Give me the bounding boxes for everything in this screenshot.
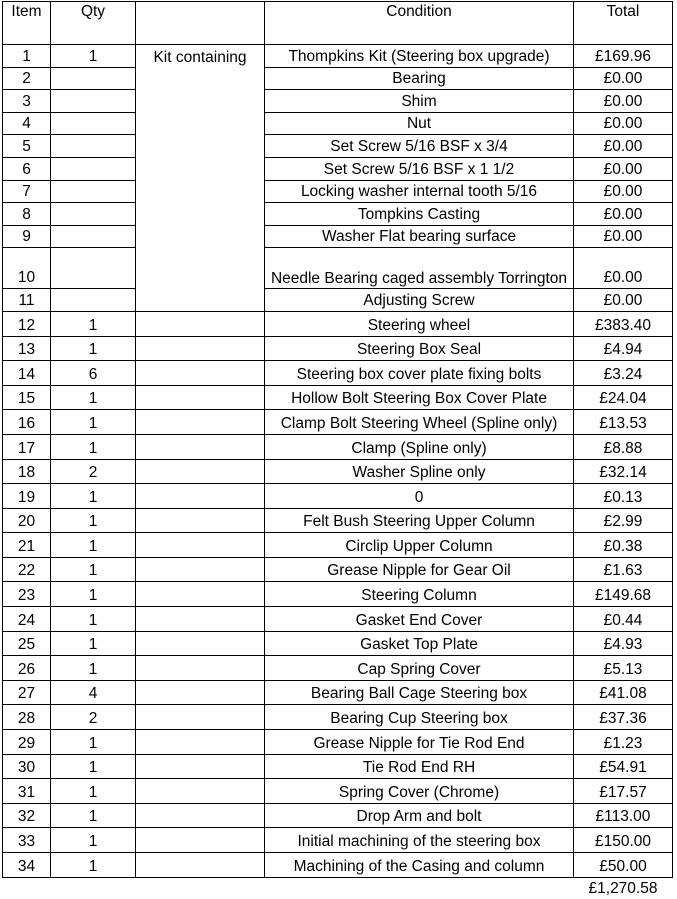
- total-cell: £8.88: [574, 434, 673, 459]
- qty-cell: 1: [51, 582, 136, 607]
- total-cell: £0.00: [574, 157, 673, 180]
- table-row: [3, 203, 673, 226]
- header-qty: Qty: [51, 2, 136, 45]
- qty-cell: [51, 90, 136, 113]
- condition-cell: Clamp Bolt Steering Wheel (Spline only): [265, 410, 574, 435]
- condition-cell: Tompkins Casting: [265, 203, 574, 226]
- table-row: [3, 180, 673, 203]
- kit-blank-cell: [136, 828, 265, 853]
- table-row: [3, 112, 673, 135]
- condition-cell: Bearing Cup Steering box: [265, 705, 574, 730]
- qty-cell: [51, 180, 136, 203]
- qty-cell: [51, 248, 136, 289]
- condition-cell: Steering Column: [265, 582, 574, 607]
- table-row: [3, 631, 673, 656]
- total-cell: £113.00: [574, 803, 673, 828]
- qty-cell: 4: [51, 680, 136, 705]
- qty-cell: [51, 112, 136, 135]
- item-cell: 33: [3, 828, 51, 853]
- condition-cell: Grease Nipple for Tie Rod End: [265, 730, 574, 755]
- table-row: [3, 680, 673, 705]
- qty-cell: 1: [51, 656, 136, 681]
- qty-cell: [51, 157, 136, 180]
- item-cell: 21: [3, 533, 51, 558]
- kit-blank-cell: [136, 311, 265, 336]
- header-item: Item: [3, 2, 51, 45]
- table-row: [3, 410, 673, 435]
- item-cell: 1: [3, 45, 51, 68]
- condition-cell: Drop Arm and bolt: [265, 803, 574, 828]
- item-cell: 17: [3, 434, 51, 459]
- condition-cell: Washer Spline only: [265, 459, 574, 484]
- qty-cell: [51, 67, 136, 90]
- kit-label-cell: Kit containing: [136, 45, 265, 312]
- item-cell: 23: [3, 582, 51, 607]
- total-cell: £24.04: [574, 385, 673, 410]
- total-cell: £0.00: [574, 203, 673, 226]
- item-cell: 7: [3, 180, 51, 203]
- total-cell: £0.00: [574, 289, 673, 312]
- kit-blank-cell: [136, 705, 265, 730]
- item-cell: 11: [3, 289, 51, 312]
- item-cell: 13: [3, 336, 51, 361]
- item-cell: 34: [3, 853, 51, 878]
- qty-cell: 1: [51, 730, 136, 755]
- item-cell: 5: [3, 135, 51, 158]
- condition-cell: Hollow Bolt Steering Box Cover Plate: [265, 385, 574, 410]
- condition-cell: Thompkins Kit (Steering box upgrade): [265, 45, 574, 68]
- condition-cell: Adjusting Screw: [265, 289, 574, 312]
- qty-cell: 2: [51, 705, 136, 730]
- total-cell: £4.93: [574, 631, 673, 656]
- total-cell: £54.91: [574, 754, 673, 779]
- total-cell: £169.96: [574, 45, 673, 68]
- total-cell: £4.94: [574, 336, 673, 361]
- header-condition: Condition: [265, 2, 574, 45]
- condition-cell: Set Screw 5/16 BSF x 1 1/2: [265, 157, 574, 180]
- condition-cell: Grease Nipple for Gear Oil: [265, 557, 574, 582]
- kit-blank-cell: [136, 853, 265, 878]
- table-row: [3, 557, 673, 582]
- condition-cell: Spring Cover (Chrome): [265, 779, 574, 804]
- condition-cell: Locking washer internal tooth 5/16: [265, 180, 574, 203]
- table-row: [3, 248, 673, 289]
- total-cell: £0.38: [574, 533, 673, 558]
- qty-cell: 1: [51, 45, 136, 68]
- table-row: [3, 754, 673, 779]
- kit-blank-cell: [136, 631, 265, 656]
- table-row: [3, 508, 673, 533]
- total-cell: £41.08: [574, 680, 673, 705]
- qty-cell: 1: [51, 385, 136, 410]
- condition-cell: Tie Rod End RH: [265, 754, 574, 779]
- item-cell: 29: [3, 730, 51, 755]
- table-row: [3, 607, 673, 632]
- condition-cell: Clamp (Spline only): [265, 434, 574, 459]
- condition-cell: Set Screw 5/16 BSF x 3/4: [265, 135, 574, 158]
- kit-blank-cell: [136, 410, 265, 435]
- item-cell: 4: [3, 112, 51, 135]
- total-cell: £0.00: [574, 67, 673, 90]
- item-cell: 12: [3, 311, 51, 336]
- total-cell: £0.00: [574, 225, 673, 248]
- table-row: [3, 361, 673, 386]
- item-cell: 16: [3, 410, 51, 435]
- item-cell: 30: [3, 754, 51, 779]
- item-cell: 31: [3, 779, 51, 804]
- item-cell: 26: [3, 656, 51, 681]
- total-cell: £32.14: [574, 459, 673, 484]
- condition-cell: Bearing Ball Cage Steering box: [265, 680, 574, 705]
- table-row: [3, 828, 673, 853]
- qty-cell: 1: [51, 434, 136, 459]
- qty-cell: [51, 289, 136, 312]
- condition-cell: Washer Flat bearing surface: [265, 225, 574, 248]
- item-cell: 8: [3, 203, 51, 226]
- qty-cell: 2: [51, 459, 136, 484]
- condition-cell: Needle Bearing caged assembly Torrington: [265, 248, 574, 289]
- qty-cell: [51, 135, 136, 158]
- kit-blank-cell: [136, 582, 265, 607]
- qty-cell: 1: [51, 803, 136, 828]
- table-row: [3, 225, 673, 248]
- qty-cell: 1: [51, 607, 136, 632]
- kit-blank-cell: [136, 533, 265, 558]
- empty-cell: [3, 877, 51, 899]
- kit-blank-cell: [136, 434, 265, 459]
- item-cell: 19: [3, 484, 51, 509]
- item-cell: 10: [3, 248, 51, 289]
- table-row: [3, 157, 673, 180]
- total-cell: £149.68: [574, 582, 673, 607]
- total-cell: £1.63: [574, 557, 673, 582]
- table-row: [3, 336, 673, 361]
- item-cell: 28: [3, 705, 51, 730]
- condition-cell: Cap Spring Cover: [265, 656, 574, 681]
- table-row: [3, 705, 673, 730]
- item-cell: 9: [3, 225, 51, 248]
- qty-cell: 1: [51, 484, 136, 509]
- table-row: [3, 90, 673, 113]
- item-cell: 6: [3, 157, 51, 180]
- total-cell: £0.00: [574, 135, 673, 158]
- kit-blank-cell: [136, 779, 265, 804]
- qty-cell: [51, 225, 136, 248]
- condition-cell: Felt Bush Steering Upper Column: [265, 508, 574, 533]
- empty-cell: [136, 877, 265, 899]
- condition-cell: 0: [265, 484, 574, 509]
- table-row: [3, 434, 673, 459]
- total-cell: £3.24: [574, 361, 673, 386]
- item-cell: 14: [3, 361, 51, 386]
- kit-blank-cell: [136, 803, 265, 828]
- condition-cell: Nut: [265, 112, 574, 135]
- table-row: [3, 289, 673, 312]
- qty-cell: 1: [51, 508, 136, 533]
- item-cell: 18: [3, 459, 51, 484]
- grand-total-row: [3, 877, 673, 899]
- kit-blank-cell: [136, 336, 265, 361]
- table-row: [3, 311, 673, 336]
- total-cell: £0.13: [574, 484, 673, 509]
- item-cell: 27: [3, 680, 51, 705]
- table-row: [3, 135, 673, 158]
- qty-cell: 1: [51, 631, 136, 656]
- total-cell: £0.00: [574, 248, 673, 289]
- header-kit: [136, 2, 265, 45]
- condition-cell: Bearing: [265, 67, 574, 90]
- kit-blank-cell: [136, 656, 265, 681]
- header-row: [3, 2, 673, 45]
- table-row: [3, 853, 673, 878]
- qty-cell: 1: [51, 779, 136, 804]
- total-cell: £17.57: [574, 779, 673, 804]
- table-row: [3, 582, 673, 607]
- qty-cell: 1: [51, 336, 136, 361]
- item-cell: 22: [3, 557, 51, 582]
- total-cell: £50.00: [574, 853, 673, 878]
- table-row: [3, 730, 673, 755]
- condition-cell: Steering wheel: [265, 311, 574, 336]
- empty-cell: [51, 877, 136, 899]
- condition-cell: Steering Box Seal: [265, 336, 574, 361]
- item-cell: 2: [3, 67, 51, 90]
- condition-cell: Initial machining of the steering box: [265, 828, 574, 853]
- qty-cell: 1: [51, 754, 136, 779]
- item-cell: 20: [3, 508, 51, 533]
- total-cell: £0.44: [574, 607, 673, 632]
- item-cell: 24: [3, 607, 51, 632]
- qty-cell: 1: [51, 311, 136, 336]
- table-row: [3, 67, 673, 90]
- kit-blank-cell: [136, 730, 265, 755]
- table-row: [3, 803, 673, 828]
- total-cell: £2.99: [574, 508, 673, 533]
- qty-cell: [51, 203, 136, 226]
- condition-cell: Circlip Upper Column: [265, 533, 574, 558]
- total-cell: £1.23: [574, 730, 673, 755]
- grand-total: £1,270.58: [574, 877, 673, 899]
- qty-cell: 1: [51, 533, 136, 558]
- qty-cell: 1: [51, 853, 136, 878]
- total-cell: £0.00: [574, 90, 673, 113]
- condition-cell: Steering box cover plate fixing bolts: [265, 361, 574, 386]
- table-row: [3, 533, 673, 558]
- total-cell: £0.00: [574, 180, 673, 203]
- kit-blank-cell: [136, 680, 265, 705]
- qty-cell: 1: [51, 557, 136, 582]
- kit-blank-cell: [136, 484, 265, 509]
- qty-cell: 6: [51, 361, 136, 386]
- total-cell: £5.13: [574, 656, 673, 681]
- total-cell: £150.00: [574, 828, 673, 853]
- item-cell: 32: [3, 803, 51, 828]
- table-row: [3, 45, 673, 68]
- condition-cell: Machining of the Casing and column: [265, 853, 574, 878]
- table-row: [3, 779, 673, 804]
- kit-blank-cell: [136, 557, 265, 582]
- table-row: [3, 656, 673, 681]
- item-cell: 3: [3, 90, 51, 113]
- table-body: [3, 45, 673, 899]
- empty-cell: [265, 877, 574, 899]
- total-cell: £383.40: [574, 311, 673, 336]
- qty-cell: 1: [51, 828, 136, 853]
- total-cell: £37.36: [574, 705, 673, 730]
- table-row: [3, 459, 673, 484]
- condition-cell: Shim: [265, 90, 574, 113]
- table-row: [3, 484, 673, 509]
- condition-cell: Gasket Top Plate: [265, 631, 574, 656]
- total-cell: £13.53: [574, 410, 673, 435]
- parts-table: [2, 1, 673, 899]
- condition-cell: Gasket End Cover: [265, 607, 574, 632]
- item-cell: 25: [3, 631, 51, 656]
- kit-blank-cell: [136, 508, 265, 533]
- kit-blank-cell: [136, 459, 265, 484]
- total-cell: £0.00: [574, 112, 673, 135]
- table-row: [3, 385, 673, 410]
- item-cell: 15: [3, 385, 51, 410]
- kit-blank-cell: [136, 385, 265, 410]
- kit-blank-cell: [136, 361, 265, 386]
- header-total: Total: [574, 2, 673, 45]
- kit-blank-cell: [136, 754, 265, 779]
- kit-blank-cell: [136, 607, 265, 632]
- qty-cell: 1: [51, 410, 136, 435]
